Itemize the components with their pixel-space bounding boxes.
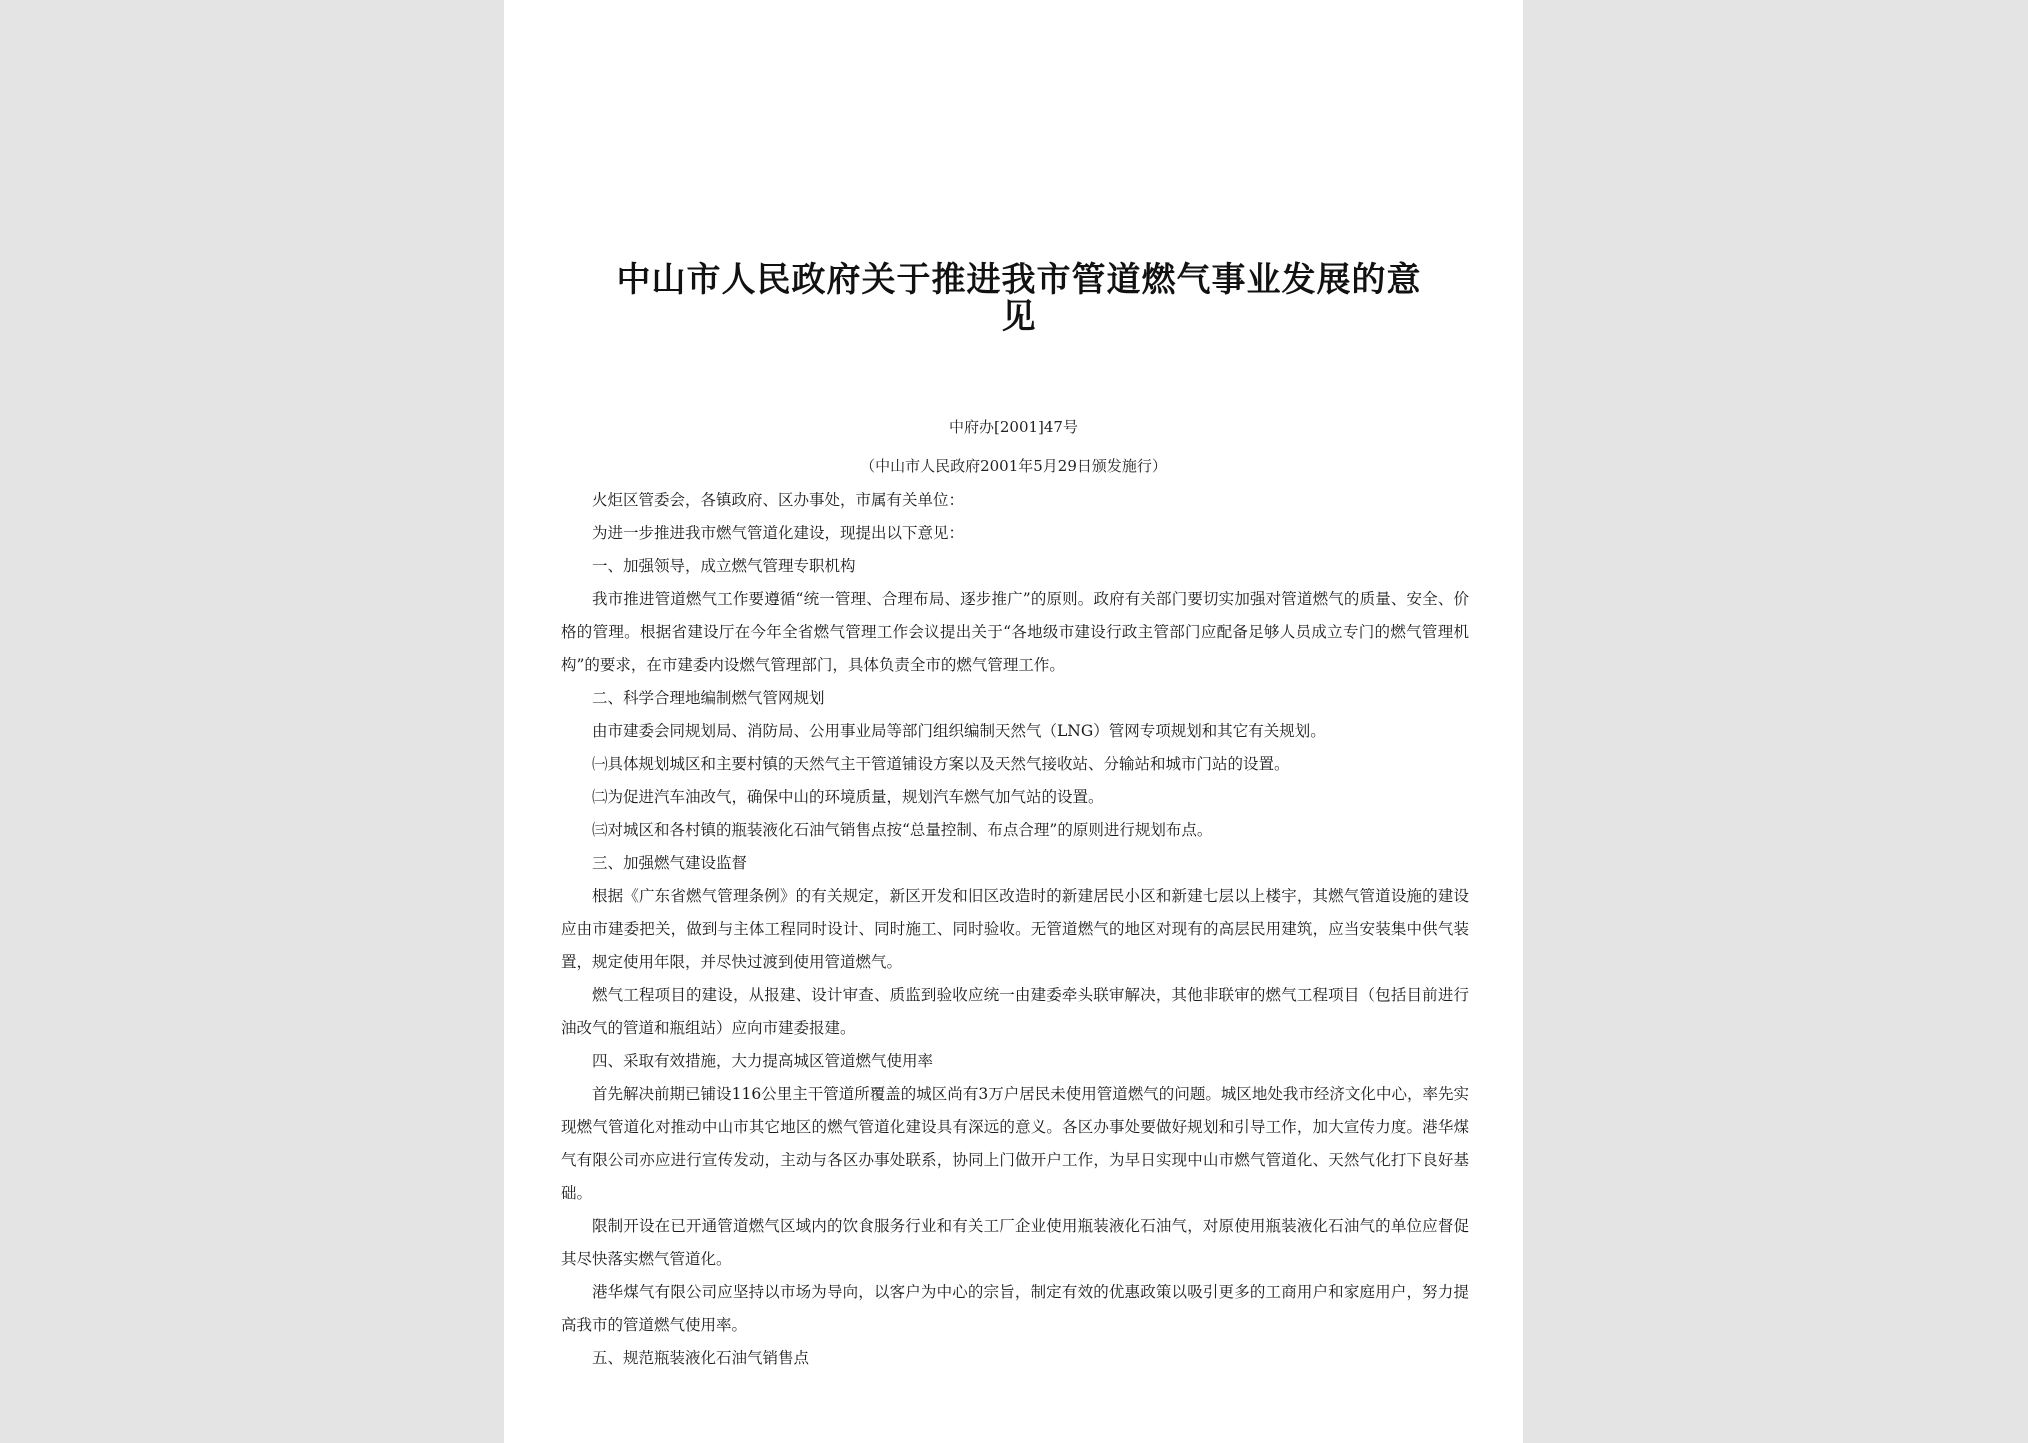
list-item: ㈡为促进汽车油改气，确保中山的环境质量，规划汽车燃气加气站的设置。	[592, 788, 1104, 806]
body-paragraph: 根据《广东省燃气管理条例》的有关规定，新区开发和旧区改造时的新建居民小区和新建七层以上楼宇，其燃气管道设施的建设应由市建委把关，做到与主体工程同时设计、同时施工、同时验收。无管道燃气的地区对现有的高层民用建筑，应当安装集中供气装置，规定使用年限，并尽快过渡到使用管道燃气。	[561, 887, 1469, 971]
document-number: 中府办[2001]47号	[949, 418, 1078, 436]
issue-note: （中山市人民政府2001年5月29日颁发施行）	[860, 457, 1167, 475]
body-paragraph: 燃气工程项目的建设，从报建、设计审查、质监到验收应统一由建委牵头联审解决，其他非联审的燃气工程项目（包括目前进行油改气的管道和瓶组站）应向市建委报建。	[561, 986, 1469, 1037]
section-heading-5: 五、规范瓶装液化石油气销售点	[592, 1349, 810, 1367]
section-heading-4: 四、采取有效措施，大力提高城区管道燃气使用率	[592, 1052, 934, 1070]
document-title: 中山市人民政府关于推进我市管道燃气事业发展的意见	[616, 260, 1422, 337]
body-paragraph: 我市推进管道燃气工作要遵循“统一管理、合理布局、逐步推广”的原则。政府有关部门要切实加强对管道燃气的质量、安全、价格的管理。根据省建设厅在今年全省燃气管理工作会议提出关于“各地级市建设行政主管部门应配备足够人员成立专门的燃气管理机构”的要求，在市建委内设燃气管理部门，具体负责全市的燃气管理工作。	[561, 590, 1469, 674]
salutation: 火炬区管委会，各镇政府、区办事处，市属有关单位：	[592, 491, 965, 509]
section-heading-3: 三、加强燃气建设监督	[592, 854, 748, 872]
section-heading-1: 一、加强领导，成立燃气管理专职机构	[592, 557, 856, 575]
body-paragraph: 首先解决前期已铺设116公里主干管道所覆盖的城区尚有3万户居民未使用管道燃气的问题。城区地处我市经济文化中心，率先实现燃气管道化对推动中山市其它地区的燃气管道化建设具有深远的意义。各区办事处要做好规划和引导工作，加大宣传力度。港华煤气有限公司亦应进行宣传发动，主动与各区办事处联系，协同上门做开户工作，为早日实现中山市燃气管道化、天然气化打下良好基础。	[561, 1085, 1469, 1202]
section-heading-2: 二、科学合理地编制燃气管网规划	[592, 689, 825, 707]
body-paragraph: 由市建委会同规划局、消防局、公用事业局等部门组织编制天然气（LNG）管网专项规划和其它有关规划。	[592, 722, 1326, 740]
body-paragraph: 港华煤气有限公司应坚持以市场为导向，以客户为中心的宗旨，制定有效的优惠政策以吸引更多的工商用户和家庭用户，努力提高我市的管道燃气使用率。	[561, 1283, 1469, 1334]
body-paragraph: 限制开设在已开通管道燃气区域内的饮食服务行业和有关工厂企业使用瓶装液化石油气，对原使用瓶装液化石油气的单位应督促其尽快落实燃气管道化。	[561, 1217, 1469, 1268]
document-page	[504, 0, 1523, 1443]
document-body	[561, 484, 1469, 1375]
list-item: ㈠具体规划城区和主要村镇的天然气主干管道铺设方案以及天然气接收站、分输站和城市门站的设置。	[592, 755, 1290, 773]
list-item: ㈢对城区和各村镇的瓶装液化石油气销售点按“总量控制、布点合理”的原则进行规划布点。	[592, 821, 1213, 839]
intro-paragraph: 为进一步推进我市燃气管道化建设，现提出以下意见：	[592, 524, 965, 542]
